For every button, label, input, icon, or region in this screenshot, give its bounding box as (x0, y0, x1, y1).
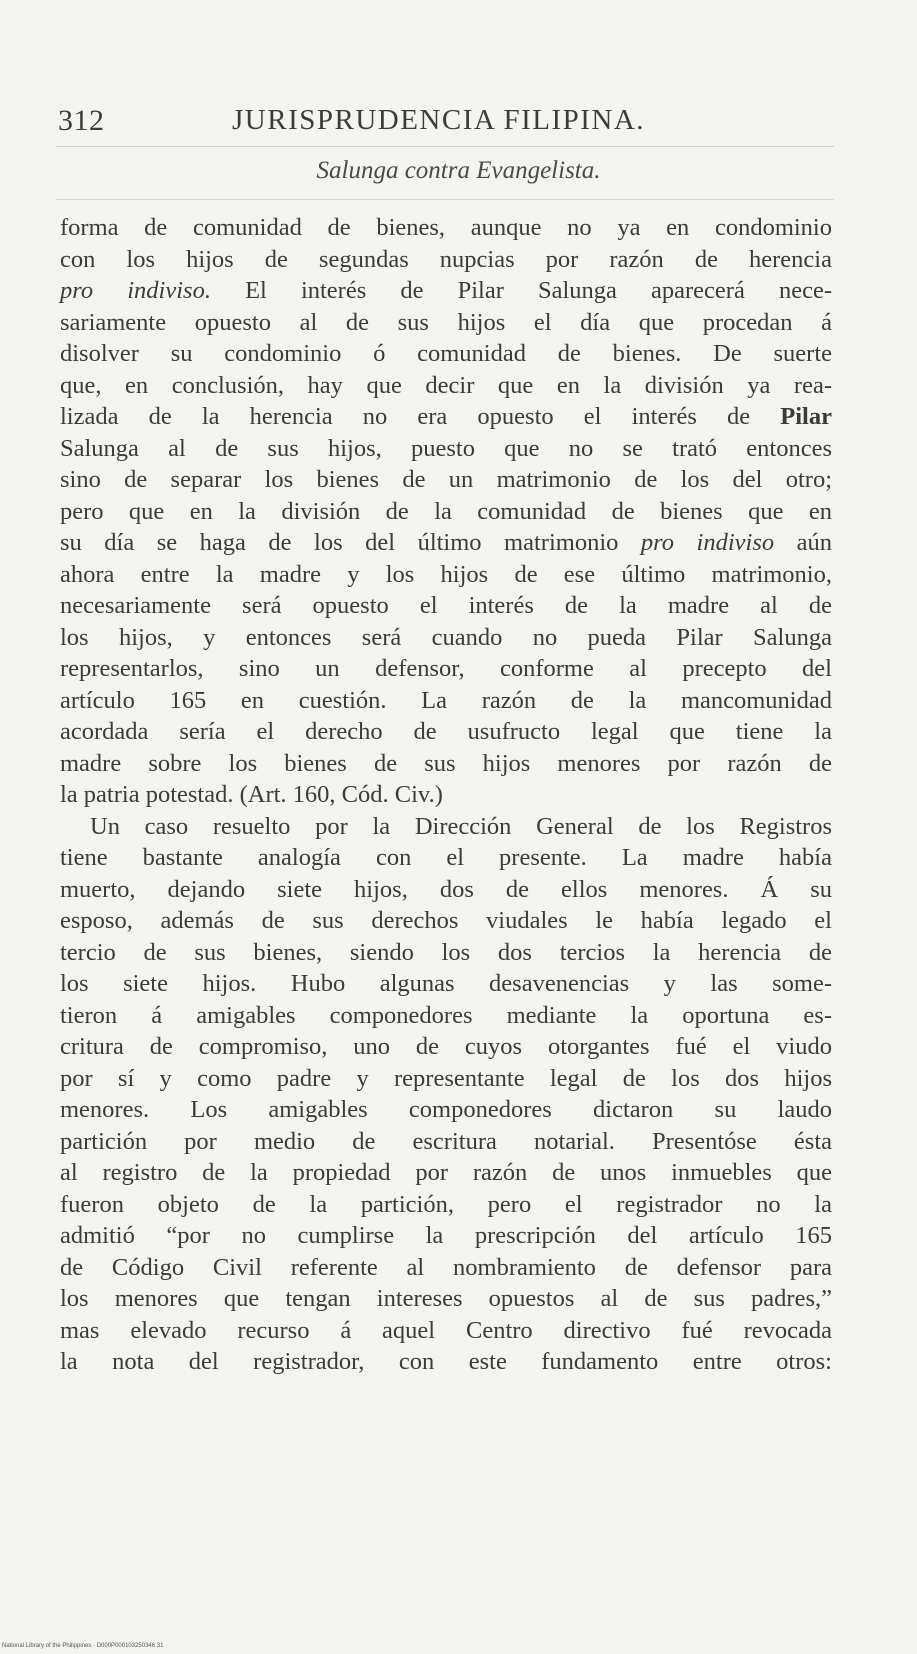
text-line: que, en conclusión, hay que decir que en la división ya rea- (60, 371, 832, 399)
case-title: Salunga contra Evangelista. (316, 157, 601, 184)
text-line: muerto, dejando siete hijos, dos de ellos menores. Á su (60, 875, 832, 903)
text-line: la nota del registrador, con este fundamento entre otros: (60, 1348, 832, 1375)
text-line: lizada de la herencia no era opuesto el interés de Pilar (60, 403, 832, 430)
text-line: ahora entre la madre y los hijos de ese último matrimonio, (60, 560, 832, 588)
text-line: disolver su condominio ó comunidad de bienes. De suerte (60, 340, 832, 367)
text-line: sino de separar los bienes de un matrimonio de los del otro; (60, 466, 832, 493)
page-number: 312 (58, 104, 105, 137)
latin-term: pro indiviso. (60, 277, 211, 304)
text-line: artículo 165 en cuestión. La razón de la mancomunidad (60, 686, 832, 714)
text-line: los siete hijos. Hubo algunas desavenencias y las some- (60, 970, 832, 997)
text-line: de Código Civil referente al nombramiento de defensor para (60, 1253, 832, 1281)
text-line: critura de compromiso, uno de cuyos otorgantes fué el viudo (60, 1033, 832, 1060)
text-line: la patria potestad. (Art. 160, Cód. Civ.) (60, 781, 443, 808)
text-line: Un caso resuelto por la Dirección General de los Registros (90, 812, 832, 840)
scan-footer: National Library of the Philippines · D000P000103250346 31 (2, 1643, 164, 1649)
text-line: acordada sería el derecho de usufructo legal que tiene la (60, 718, 832, 745)
text-line: representarlos, sino un defensor, conforme al precepto del (60, 655, 832, 682)
running-head: JURISPRUDENCIA FILIPINA. (232, 104, 646, 136)
text-line: los hijos, y entonces será cuando no pueda Pilar Salunga (60, 623, 832, 651)
text-line: madre sobre los bienes de sus hijos menores por razón de (60, 749, 832, 777)
text-line: partición por medio de escritura notarial. Presentóse ésta (60, 1127, 832, 1155)
latin-term: pro indiviso (640, 529, 775, 556)
text-line: pro indiviso. El interés de Pilar Salunga aparecerá nece- (60, 277, 832, 304)
name-emphasis: Pilar (780, 403, 832, 430)
text-line: fueron objeto de la partición, pero el registrador no la (60, 1190, 832, 1218)
text-line: tercio de sus bienes, siendo los dos tercios la herencia de (60, 938, 832, 966)
text-line: pero que en la división de la comunidad de bienes que en (60, 497, 832, 525)
text-line: su día se haga de los del último matrimonio pro indiviso aún (60, 529, 832, 556)
text-line: los menores que tengan intereses opuestos al de sus padres,” (60, 1285, 832, 1312)
text-line: admitió “por no cumplirse la prescripción del artículo 165 (60, 1222, 832, 1249)
text-line: Salunga al de sus hijos, puesto que no se trató entonces (60, 434, 832, 462)
case-title-rule (56, 199, 834, 200)
text-line: menores. Los amigables componedores dictaron su laudo (60, 1096, 832, 1123)
text-line: mas elevado recurso á aquel Centro directivo fué revocada (60, 1316, 832, 1344)
text-line: por sí y como padre y representante legal de los dos hijos (60, 1064, 832, 1092)
text-line: tieron á amigables componedores mediante la oportuna es- (60, 1001, 832, 1029)
text-line: esposo, además de sus derechos viudales le había legado el (60, 907, 832, 934)
text-line: sariamente opuesto al de sus hijos el día que procedan á (60, 308, 832, 336)
text-line: al registro de la propiedad por razón de unos inmuebles que (60, 1159, 832, 1186)
text-line: forma de comunidad de bienes, aunque no ya en condominio (60, 214, 832, 241)
text-line: con los hijos de segundas nupcias por razón de herencia (60, 245, 832, 273)
header-rule (56, 146, 834, 147)
body-text (60, 212, 832, 1378)
text-line: necesariamente será opuesto el interés de la madre al de (60, 592, 832, 619)
text-line: tiene bastante analogía con el presente. La madre había (60, 844, 832, 871)
